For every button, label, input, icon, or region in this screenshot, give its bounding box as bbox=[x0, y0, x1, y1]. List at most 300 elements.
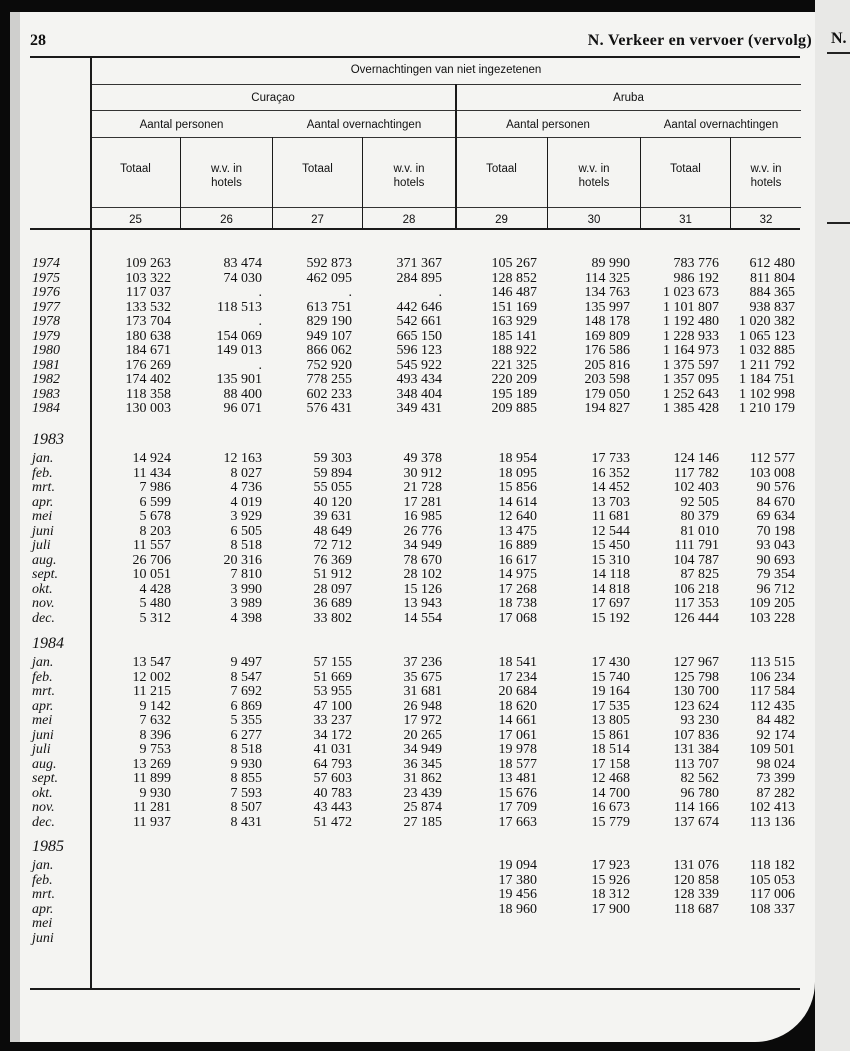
data-column-32 bbox=[750, 656, 796, 830]
table-cell: 25 874 bbox=[403, 800, 442, 815]
table-cell: 949 107 bbox=[306, 328, 352, 344]
table-cell: 938 837 bbox=[749, 299, 795, 315]
table-cell: 13 943 bbox=[403, 596, 442, 611]
table-cell: 17 430 bbox=[591, 655, 630, 670]
table-cell: 16 985 bbox=[403, 509, 442, 524]
table-cell: 114 325 bbox=[585, 270, 630, 286]
table-cell: 120 858 bbox=[673, 872, 719, 888]
table-cell: 20 316 bbox=[223, 552, 262, 568]
table-cell: 194 827 bbox=[584, 401, 630, 416]
table-cell: 1 020 382 bbox=[739, 314, 795, 329]
table-cell: 14 818 bbox=[591, 581, 630, 597]
table-cell: 176 269 bbox=[125, 357, 171, 373]
table-cell: 114 166 bbox=[674, 800, 719, 815]
table-cell: 76 369 bbox=[313, 552, 352, 568]
table-cell: 40 783 bbox=[313, 785, 352, 801]
table-cell: 592 873 bbox=[306, 256, 352, 271]
table-cell: 108 337 bbox=[749, 901, 795, 917]
table-cell: . bbox=[438, 285, 442, 300]
facing-page-header: N. bbox=[831, 30, 847, 47]
header-divider bbox=[91, 84, 801, 85]
table-cell: 36 345 bbox=[403, 756, 442, 772]
data-column-25 bbox=[133, 656, 172, 830]
data-column-30 bbox=[592, 452, 631, 626]
table-cell: 19 978 bbox=[498, 742, 537, 757]
table-cell: 36 689 bbox=[313, 596, 352, 611]
data-column-28 bbox=[397, 257, 443, 417]
data-column-25 bbox=[126, 257, 172, 417]
table-cell: 18 954 bbox=[498, 451, 537, 466]
table-cell: 149 013 bbox=[216, 343, 262, 358]
table-cell: 1 164 973 bbox=[663, 343, 719, 358]
column-header-30: w.v. in hotels bbox=[578, 163, 610, 189]
table-cell: 1 101 807 bbox=[663, 299, 719, 315]
table-cell: 17 380 bbox=[498, 872, 537, 888]
data-column-30 bbox=[592, 656, 631, 830]
table-cell: 118 182 bbox=[750, 858, 795, 873]
table-cell: 1 385 428 bbox=[663, 401, 719, 416]
table-cell: 7 593 bbox=[230, 785, 262, 801]
table-cell: 30 912 bbox=[403, 465, 442, 481]
table-cell: 9 142 bbox=[139, 698, 171, 714]
table-cell: 783 776 bbox=[673, 256, 719, 271]
table-cell: 33 802 bbox=[313, 610, 352, 626]
row-label: 1978 bbox=[32, 314, 60, 329]
subgroup-header: Aantal personen bbox=[139, 119, 224, 131]
row-label: feb. bbox=[32, 465, 53, 481]
table-cell: 220 209 bbox=[491, 372, 537, 387]
row-label: 1982 bbox=[32, 372, 60, 387]
table-cell: 11 681 bbox=[592, 509, 630, 524]
row-label: juni bbox=[32, 523, 54, 539]
table-cell: 8 027 bbox=[230, 465, 262, 481]
header-divider bbox=[91, 207, 801, 208]
table-cell: 462 095 bbox=[306, 270, 352, 286]
table-cell: 1 065 123 bbox=[739, 328, 795, 344]
table-cell: 17 733 bbox=[591, 451, 630, 466]
table-cell: 17 923 bbox=[591, 858, 630, 873]
page-binding-edge bbox=[10, 12, 20, 1042]
table-cell: 106 218 bbox=[673, 581, 719, 597]
table-cell: 117 006 bbox=[750, 887, 795, 902]
table-cell: 118 687 bbox=[674, 901, 719, 917]
table-cell: 3 929 bbox=[230, 509, 262, 524]
table-cell: 778 255 bbox=[306, 372, 352, 387]
row-label: mrt. bbox=[32, 480, 55, 495]
table-cell: 51 912 bbox=[313, 567, 352, 582]
table-cell: 73 399 bbox=[756, 771, 795, 786]
table-cell: 79 354 bbox=[756, 567, 795, 582]
row-label: jan. bbox=[32, 655, 54, 670]
table-cell: 131 384 bbox=[673, 742, 719, 757]
table-cell: 47 100 bbox=[313, 698, 352, 714]
column-header-26: w.v. in hotels bbox=[210, 163, 243, 189]
table-cell: 43 443 bbox=[313, 800, 352, 815]
row-label: dec. bbox=[32, 610, 55, 626]
table-cell: 493 434 bbox=[396, 372, 442, 387]
table-cell: 8 855 bbox=[230, 771, 262, 786]
table-cell: 15 856 bbox=[498, 480, 537, 495]
table-cell: 284 895 bbox=[396, 270, 442, 286]
table-cell: 14 924 bbox=[132, 451, 171, 466]
table-cell: 13 547 bbox=[132, 655, 171, 670]
table-cell: 203 598 bbox=[584, 372, 630, 387]
table-cell: 105 267 bbox=[491, 256, 537, 271]
subgroup-header: Aantal personen bbox=[506, 119, 590, 131]
table-cell: 19 164 bbox=[591, 684, 630, 699]
table-cell: 117 584 bbox=[750, 684, 795, 699]
column-number: 32 bbox=[759, 214, 773, 226]
subgroup-header: Aantal overnachtingen bbox=[306, 119, 422, 131]
row-label: juli bbox=[32, 742, 51, 757]
row-label: 1976 bbox=[32, 285, 60, 300]
table-cell: 1 252 643 bbox=[663, 386, 719, 402]
table-cell: 113 515 bbox=[750, 655, 795, 670]
table-cell: 17 061 bbox=[498, 727, 537, 743]
table-cell: 7 692 bbox=[230, 684, 262, 699]
table-cell: 1 211 792 bbox=[739, 357, 795, 373]
table-cell: 84 670 bbox=[756, 494, 795, 510]
data-column-29 bbox=[499, 452, 538, 626]
table-cell: 205 816 bbox=[584, 357, 630, 373]
table-cell: 125 798 bbox=[673, 669, 719, 685]
table-cell: 16 352 bbox=[591, 465, 630, 481]
data-column-27 bbox=[314, 452, 353, 626]
table-cell: 811 804 bbox=[750, 270, 795, 286]
table-cell: 1 023 673 bbox=[663, 285, 719, 300]
data-column-26 bbox=[217, 257, 263, 417]
table-cell: 16 889 bbox=[498, 538, 537, 553]
table-cell: 209 885 bbox=[491, 401, 537, 416]
table-cell: 130 700 bbox=[673, 684, 719, 699]
table-cell: 3 989 bbox=[230, 596, 262, 611]
table-cell: 109 263 bbox=[125, 256, 171, 271]
table-cell: 1 210 179 bbox=[739, 401, 795, 416]
column-header-32: w.v. in hotels bbox=[750, 163, 782, 189]
table-cell: 752 920 bbox=[306, 357, 352, 373]
table-cell: 15 926 bbox=[591, 872, 630, 888]
table-cell: 16 617 bbox=[498, 552, 537, 568]
table-cell: 15 192 bbox=[591, 610, 630, 626]
table-cell: 5 678 bbox=[139, 509, 171, 524]
top-rule bbox=[30, 56, 800, 58]
row-label: 1979 bbox=[32, 328, 60, 344]
table-cell: 26 706 bbox=[132, 552, 171, 568]
table-cell: 102 413 bbox=[749, 800, 795, 815]
data-column-32 bbox=[739, 257, 795, 417]
table-cell: 35 675 bbox=[403, 669, 442, 685]
table-cell: 5 355 bbox=[230, 713, 262, 728]
table-cell: 5 480 bbox=[139, 596, 171, 611]
table-cell: 8 203 bbox=[139, 523, 171, 539]
table-cell: 21 728 bbox=[403, 480, 442, 495]
table-cell: 8 547 bbox=[230, 669, 262, 685]
table-cell: 104 787 bbox=[673, 552, 719, 568]
column-number: 28 bbox=[402, 214, 416, 226]
table-cell: 12 002 bbox=[132, 669, 171, 685]
table-cell: 6 277 bbox=[230, 727, 262, 743]
table-cell: 39 631 bbox=[313, 509, 352, 524]
table-cell: 9 497 bbox=[230, 655, 262, 670]
table-cell: 829 190 bbox=[306, 314, 352, 329]
table-cell: 135 901 bbox=[216, 372, 262, 387]
table-cell: 117 782 bbox=[674, 465, 719, 481]
table-cell: 69 634 bbox=[756, 509, 795, 524]
column-number: 25 bbox=[129, 214, 142, 226]
table-cell: 23 439 bbox=[403, 785, 442, 801]
table-cell: 371 367 bbox=[396, 256, 442, 271]
table-cell: 18 738 bbox=[498, 596, 537, 611]
row-label: jan. bbox=[32, 858, 54, 873]
table-cell: 31 681 bbox=[403, 684, 442, 699]
row-label: nov. bbox=[32, 596, 55, 611]
table-cell: 13 269 bbox=[132, 756, 171, 772]
table-cell: 14 452 bbox=[591, 480, 630, 495]
table-cell: 34 949 bbox=[403, 742, 442, 757]
table-cell: 8 518 bbox=[230, 742, 262, 757]
table-cell: 26 776 bbox=[403, 523, 442, 539]
table-cell: 96 712 bbox=[756, 581, 795, 597]
table-cell: 12 640 bbox=[498, 509, 537, 524]
table-cell: 18 312 bbox=[591, 887, 630, 902]
table-cell: 17 535 bbox=[591, 698, 630, 714]
table-cell: 34 949 bbox=[403, 538, 442, 553]
group-header-curacao: Curaçao bbox=[251, 92, 295, 104]
row-label: 1977 bbox=[32, 299, 60, 315]
row-label: mrt. bbox=[32, 887, 55, 902]
table-cell: 1 032 885 bbox=[739, 343, 795, 358]
table-cell: 1 192 480 bbox=[663, 314, 719, 329]
table-cell: 20 265 bbox=[403, 727, 442, 743]
table-cell: 117 037 bbox=[126, 285, 171, 300]
row-label: 1981 bbox=[32, 357, 60, 373]
table-cell: 348 404 bbox=[396, 386, 442, 402]
table-cell: 184 671 bbox=[125, 343, 171, 358]
table-cell: 148 178 bbox=[584, 314, 630, 329]
header-divider bbox=[91, 110, 801, 111]
table-cell: 163 929 bbox=[491, 314, 537, 329]
table-cell: 96 071 bbox=[223, 401, 262, 416]
column-header-25: Totaal bbox=[120, 163, 151, 175]
table-cell: 8 507 bbox=[230, 800, 262, 815]
table-cell: 124 146 bbox=[673, 451, 719, 466]
table-cell: 14 614 bbox=[498, 494, 537, 510]
row-label: nov. bbox=[32, 800, 55, 815]
table-cell: 15 450 bbox=[591, 538, 630, 553]
row-label: mei bbox=[32, 713, 53, 728]
table-cell: 576 431 bbox=[306, 401, 352, 416]
row-label: aug. bbox=[32, 552, 57, 568]
data-column-31 bbox=[674, 452, 720, 626]
data-column-29 bbox=[492, 257, 538, 417]
table-cell: 82 562 bbox=[680, 771, 719, 786]
data-column-28 bbox=[404, 656, 443, 830]
table-cell: 93 230 bbox=[680, 713, 719, 728]
table-cell: 87 282 bbox=[756, 785, 795, 801]
row-labels-y1984 bbox=[32, 634, 64, 830]
table-cell: 92 505 bbox=[680, 494, 719, 510]
table-cell: 542 661 bbox=[396, 314, 442, 329]
table-cell: 53 955 bbox=[313, 684, 352, 699]
table-cell: 11 937 bbox=[133, 814, 171, 830]
table-cell: 41 031 bbox=[313, 742, 352, 757]
table-cell: 92 174 bbox=[756, 727, 795, 743]
table-cell: 18 577 bbox=[498, 756, 537, 772]
table-cell: 70 198 bbox=[756, 523, 795, 539]
table-cell: 545 922 bbox=[396, 357, 442, 373]
table-cell: 117 353 bbox=[674, 596, 719, 611]
row-label: apr. bbox=[32, 901, 54, 917]
table-cell: 884 365 bbox=[749, 285, 795, 300]
table-cell: 37 236 bbox=[403, 655, 442, 670]
table-cell: 80 379 bbox=[680, 509, 719, 524]
data-column-26 bbox=[224, 452, 263, 626]
data-column-31 bbox=[663, 257, 719, 417]
table-cell: 17 972 bbox=[403, 713, 442, 728]
table-cell: 9 930 bbox=[230, 756, 262, 772]
table-cell: 131 076 bbox=[673, 858, 719, 873]
column-number: 30 bbox=[587, 214, 601, 226]
data-column-29 bbox=[499, 859, 538, 917]
table-cell: 14 118 bbox=[592, 567, 630, 582]
table-cell: 19 456 bbox=[498, 887, 537, 902]
column-number: 31 bbox=[679, 214, 692, 226]
table-cell: 18 514 bbox=[591, 742, 630, 757]
table-cell: 17 663 bbox=[498, 814, 537, 830]
table-cell: 1 228 933 bbox=[663, 328, 719, 344]
data-column-32 bbox=[750, 859, 796, 917]
table-cell: 103 322 bbox=[125, 270, 171, 286]
table-cell: 93 043 bbox=[756, 538, 795, 553]
table-cell: 6 505 bbox=[230, 523, 262, 539]
table-cell: 130 003 bbox=[125, 401, 171, 416]
data-column-29 bbox=[499, 656, 538, 830]
table-cell: 103 008 bbox=[749, 465, 795, 481]
table-cell: 16 673 bbox=[591, 800, 630, 815]
row-label: juli bbox=[32, 538, 51, 553]
table-cell: 11 899 bbox=[133, 771, 171, 786]
row-label: apr. bbox=[32, 698, 54, 714]
row-label: 1975 bbox=[32, 270, 60, 286]
table-cell: . bbox=[348, 285, 352, 300]
table-cell: 7 810 bbox=[230, 567, 262, 582]
row-label: 1980 bbox=[32, 343, 60, 358]
table-cell: 103 228 bbox=[749, 610, 795, 626]
column-header-31: Totaal bbox=[670, 163, 701, 175]
table-cell: 133 532 bbox=[125, 299, 171, 315]
table-cell: 15 779 bbox=[591, 814, 630, 830]
table-cell: 1 102 998 bbox=[739, 386, 795, 402]
table-cell: 12 468 bbox=[591, 771, 630, 786]
data-column-25 bbox=[133, 452, 172, 626]
table-cell: 180 638 bbox=[125, 328, 171, 344]
row-label: juni bbox=[32, 930, 54, 946]
table-cell: 14 554 bbox=[403, 610, 442, 626]
column-header-29: Totaal bbox=[486, 163, 517, 175]
table-cell: 4 019 bbox=[230, 494, 262, 510]
table-cell: 17 697 bbox=[591, 596, 630, 611]
page-number: 28 bbox=[30, 32, 46, 49]
table-cell: 17 234 bbox=[498, 669, 537, 685]
table-cell: 113 136 bbox=[750, 814, 795, 830]
table-cell: 87 825 bbox=[680, 567, 719, 582]
table-cell: 13 805 bbox=[591, 713, 630, 728]
table-cell: 55 055 bbox=[313, 480, 352, 495]
table-cell: 18 960 bbox=[498, 901, 537, 917]
year-heading: 1984 bbox=[32, 635, 64, 652]
table-cell: 221 325 bbox=[491, 357, 537, 373]
data-column-27 bbox=[314, 656, 353, 830]
table-cell: 102 403 bbox=[673, 480, 719, 495]
table-cell: 7 986 bbox=[139, 480, 171, 495]
table-cell: 11 215 bbox=[133, 684, 171, 699]
table-cell: 11 434 bbox=[133, 465, 171, 481]
year-heading: 1983 bbox=[32, 431, 64, 448]
row-label: juni bbox=[32, 727, 54, 743]
table-cell: 602 233 bbox=[306, 386, 352, 402]
table-cell: 13 481 bbox=[498, 771, 537, 786]
row-labels-y1983 bbox=[32, 430, 64, 626]
table-cell: 57 603 bbox=[313, 771, 352, 786]
table-cell: 173 704 bbox=[125, 314, 171, 329]
table-cell: 17 268 bbox=[498, 581, 537, 597]
table-cell: 28 097 bbox=[313, 581, 352, 597]
table-cell: 83 474 bbox=[223, 256, 262, 271]
table-cell: 28 102 bbox=[403, 567, 442, 582]
column-header-28: w.v. in hotels bbox=[393, 163, 425, 189]
table-cell: 154 069 bbox=[216, 328, 262, 344]
table-cell: 27 185 bbox=[403, 814, 442, 830]
table-cell: 986 192 bbox=[673, 270, 719, 286]
table-cell: 146 487 bbox=[491, 285, 537, 300]
table-cell: 49 378 bbox=[403, 451, 442, 466]
table-cell: 72 712 bbox=[313, 538, 352, 553]
header-bottom-rule bbox=[30, 228, 800, 230]
table-cell: 90 576 bbox=[756, 480, 795, 495]
row-label: apr. bbox=[32, 494, 54, 510]
table-cell: 105 053 bbox=[749, 872, 795, 888]
table-cell: 33 237 bbox=[313, 713, 352, 728]
header-divider bbox=[91, 137, 801, 138]
table-cell: 78 670 bbox=[403, 552, 442, 568]
row-label: 1983 bbox=[32, 386, 60, 402]
bottom-rule bbox=[30, 988, 800, 990]
table-cell: 112 577 bbox=[750, 451, 795, 466]
table-cell: 9 930 bbox=[139, 785, 171, 801]
row-label: okt. bbox=[32, 785, 53, 801]
table-cell: 176 586 bbox=[584, 343, 630, 358]
table-cell: 59 303 bbox=[313, 451, 352, 466]
table-cell: 127 967 bbox=[673, 655, 719, 670]
table-cell: 11 281 bbox=[133, 800, 171, 815]
group-header-aruba: Aruba bbox=[613, 92, 644, 104]
table-cell: 31 862 bbox=[403, 771, 442, 786]
table-cell: 14 700 bbox=[591, 785, 630, 801]
table-cell: 596 123 bbox=[396, 343, 442, 358]
data-column-27 bbox=[307, 257, 353, 417]
table-cell: 89 990 bbox=[591, 256, 630, 271]
table-cell: 15 740 bbox=[591, 669, 630, 685]
table-cell: 12 163 bbox=[223, 451, 262, 466]
table-cell: 11 557 bbox=[133, 538, 171, 553]
table-cell: 40 120 bbox=[313, 494, 352, 510]
table-cell: 14 975 bbox=[498, 567, 537, 582]
table-cell: 109 205 bbox=[749, 596, 795, 611]
table-cell: 19 094 bbox=[498, 858, 537, 873]
table-cell: 442 646 bbox=[396, 299, 442, 315]
row-label: dec. bbox=[32, 814, 55, 830]
table-cell: 51 472 bbox=[313, 814, 352, 830]
